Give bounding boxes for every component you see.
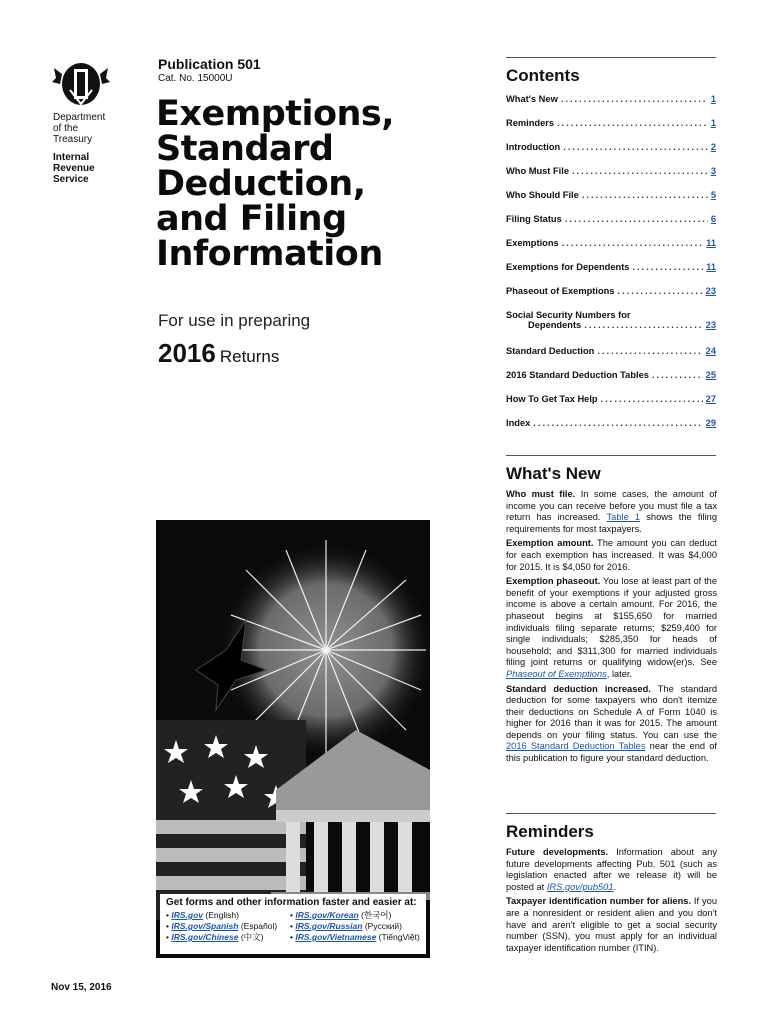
title-line: Standard (156, 129, 334, 169)
toc-entry-phaseout[interactable] (506, 286, 716, 310)
toc-entry-index[interactable] (506, 418, 716, 442)
toc-leader-dots (565, 214, 708, 224)
tax-year-line (158, 338, 279, 369)
toc-label: Who Should File (506, 190, 579, 200)
language-label: (中文) (240, 932, 264, 942)
catalog-number: Cat. No. 15000U (158, 73, 233, 84)
irs-vietnamese-link[interactable]: IRS.gov/Vietnamese (295, 932, 377, 942)
irs-line-3: Service (53, 174, 89, 185)
irs-gov-link[interactable]: IRS.gov (171, 910, 204, 920)
table-of-contents (506, 94, 716, 442)
publication-title (156, 94, 456, 274)
toc-page-link[interactable]: 23 (705, 320, 716, 330)
paragraph (506, 489, 717, 535)
title-line: Information (156, 234, 383, 274)
toc-leader-dots (632, 262, 703, 272)
toc-leader-dots (562, 238, 703, 248)
whats-new-heading: What's New (506, 464, 601, 483)
term: Future developments. (506, 847, 609, 857)
toc-page-link[interactable]: 11 (706, 262, 716, 272)
toc-page-link[interactable]: 2 (710, 142, 716, 152)
toc-page-link[interactable]: 5 (710, 190, 716, 200)
toc-entry-reminders[interactable] (506, 118, 716, 142)
cover-info-box (160, 894, 426, 954)
language-label: (Pусский) (364, 921, 403, 931)
bullet: • (166, 932, 169, 942)
pub501-link[interactable]: IRS.gov/pub501 (546, 881, 614, 892)
irs-spanish-link[interactable]: IRS.gov/Spanish (171, 921, 239, 931)
toc-entry-whats-new[interactable] (506, 94, 716, 118)
toc-leader-dots (597, 346, 702, 356)
tax-year: 2016 (158, 338, 216, 368)
divider (506, 57, 716, 58)
term: Exemption phaseout. (506, 576, 601, 587)
paragraph (506, 847, 717, 893)
toc-page-link[interactable]: 1 (710, 94, 716, 104)
toc-entry-exemptions[interactable] (506, 238, 716, 262)
title-line: and Filing (156, 199, 347, 239)
toc-label: 2016 Standard Deduction Tables (506, 370, 649, 380)
toc-entry-exemptions-dependents[interactable] (506, 262, 716, 286)
term: Standard deduction increased. (506, 683, 651, 694)
irs-korean-link[interactable]: IRS.gov/Korean (295, 910, 359, 920)
toc-label: Introduction (506, 142, 561, 152)
irs-line-1: Internal (53, 152, 90, 163)
toc-entry-who-should-file[interactable] (506, 190, 716, 214)
paragraph (506, 576, 717, 680)
bullet: • (290, 921, 293, 931)
divider (506, 813, 716, 814)
toc-entry-deduction-tables[interactable] (506, 370, 716, 394)
toc-label: Exemptions for Dependents (506, 262, 630, 272)
toc-label: Who Must File (506, 166, 570, 176)
reminders-heading: Reminders (506, 822, 594, 841)
toc-label: Exemptions (506, 238, 559, 248)
language-label: (Español) (240, 921, 278, 931)
toc-page-link[interactable]: 27 (705, 394, 716, 404)
phaseout-link[interactable]: Phaseout of Exemptions (506, 668, 607, 679)
dept-line-3: Treasury (53, 134, 93, 145)
text: . (613, 881, 617, 892)
toc-entry-filing-status[interactable] (506, 214, 716, 238)
irs-eagle-logo-icon (52, 60, 110, 108)
irs-chinese-link[interactable]: IRS.gov/Chinese (171, 932, 239, 942)
table-1-link[interactable]: Table 1 (606, 512, 641, 523)
title-line: Exemptions, (156, 94, 395, 134)
toc-page-link[interactable]: 23 (705, 286, 716, 296)
link-row (166, 921, 420, 932)
paragraph (506, 896, 717, 954)
toc-page-link[interactable]: 25 (705, 370, 716, 380)
toc-leader-dots (584, 320, 702, 330)
bullet: • (290, 910, 293, 920)
text: near the end of this publication to figure your standard deduction. (506, 741, 717, 764)
text: shows the filing requirements for most taxpayers. (506, 512, 717, 534)
reminders-body (506, 847, 717, 957)
toc-leader-dots (617, 286, 702, 296)
toc-label: Social Security Numbers for (506, 310, 631, 320)
irs-russian-link[interactable]: IRS.gov/Russian (295, 921, 363, 931)
toc-label: Dependents (528, 320, 582, 330)
toc-label: Standard Deduction (506, 346, 595, 356)
title-line: Deduction, (156, 164, 366, 204)
dept-line-2: of the (53, 123, 79, 134)
link-row (166, 932, 420, 943)
language-label: (English) (205, 910, 239, 920)
toc-entry-tax-help[interactable] (506, 394, 716, 418)
cover-illustration (156, 520, 430, 958)
toc-page-link[interactable]: 29 (705, 418, 716, 428)
toc-entry-who-must-file[interactable] (506, 166, 716, 190)
link-row (166, 910, 420, 921)
cover-info-title: Get forms and other information faster and easier at: (166, 897, 417, 908)
text: , later. (606, 668, 633, 679)
toc-leader-dots (563, 142, 708, 152)
toc-label: Filing Status (506, 214, 562, 224)
toc-page-link[interactable]: 11 (706, 238, 716, 248)
toc-leader-dots (572, 166, 708, 176)
toc-entry-introduction[interactable] (506, 142, 716, 166)
paragraph (506, 684, 717, 765)
language-label: (TiếngViệt) (378, 932, 420, 942)
dept-line-1: Department (53, 112, 106, 123)
text: If you are a nonresident or resident alien and you don't have and aren't eligible to get a social security number (SSN), you must apply for an individual taxpayer identification number (ITIN). (506, 896, 717, 953)
toc-leader-dots (601, 394, 703, 404)
text: Information about any future developments affecting Pub. 501 (such as legislation enacted after we release it) will be posted at (506, 847, 717, 892)
toc-leader-dots (652, 370, 703, 380)
language-label: (한국어) (361, 910, 392, 920)
text: The amount you can deduct for each exemption has increased. It was $4,000 for 2015. It is $4,050 for 2016. (506, 538, 717, 572)
paragraph (506, 538, 717, 573)
text: The standard deduction for some taxpayers who don't itemize their deductions on Schedule A of Form 1040 is higher for 2016 than it was for 2015. The amount depends on your filing status. You can use the (506, 683, 717, 740)
toc-label: What's New (506, 94, 558, 104)
toc-page-link[interactable]: 3 (710, 166, 716, 176)
term: Taxpayer identification number for aliens. (506, 896, 692, 907)
toc-label: Phaseout of Exemptions (506, 286, 615, 296)
irs-line-2: Revenue (53, 163, 95, 174)
term: Exemption amount. (506, 538, 594, 549)
toc-page-link[interactable]: 6 (710, 214, 716, 224)
for-use-text: For use in preparing (158, 311, 311, 330)
bullet: • (166, 910, 169, 920)
fireworks-flag-courthouse-icon (156, 520, 430, 958)
divider (506, 455, 716, 456)
whats-new-body (506, 489, 717, 768)
toc-page-link[interactable]: 24 (705, 346, 716, 356)
toc-page-link[interactable]: 1 (710, 118, 716, 128)
bullet: • (166, 921, 169, 931)
toc-label: Index (506, 418, 531, 428)
deduction-tables-link[interactable]: 2016 Standard Deduction Tables (506, 741, 646, 752)
contents-heading: Contents (506, 66, 580, 85)
text: You lose at least part of the benefit of your exemptions if your adjusted gross income is above a certain amount. For 2016, the phaseout begins at $155,650 for married individuals filing separate returns; $259,400 for single individuals; $285,350 for heads of household; and $311,300 for married individuals filing joint returns or qualifying widow(er)s. See (506, 576, 717, 668)
toc-label: How To Get Tax Help (506, 394, 598, 404)
toc-entry-ssn-dependents[interactable] (506, 310, 716, 346)
toc-leader-dots (561, 94, 708, 104)
bullet: • (290, 932, 293, 942)
publication-date: Nov 15, 2016 (51, 982, 112, 993)
publication-number: Publication 501 (158, 56, 261, 72)
text: In some cases, the amount of income you can receive before you must file a tax return has increased. (506, 489, 717, 523)
toc-leader-dots (582, 190, 708, 200)
toc-entry-standard-deduction[interactable] (506, 346, 716, 370)
toc-leader-dots (557, 118, 708, 128)
toc-label: Reminders (506, 118, 555, 128)
returns-word: Returns (219, 347, 280, 366)
toc-leader-dots (533, 418, 702, 428)
term: Who must file. (506, 489, 576, 499)
